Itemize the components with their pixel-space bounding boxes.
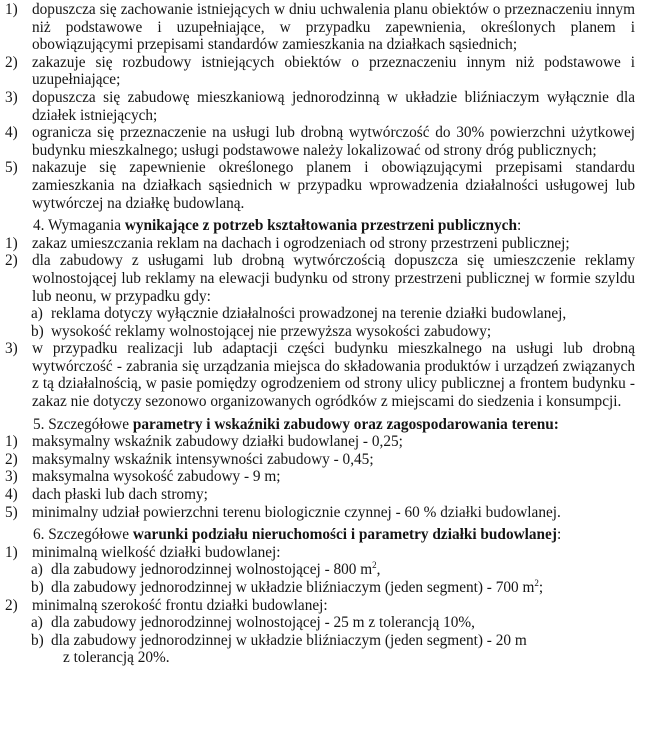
item-text: minimalny udział powierzchni terenu biologicznie czynnej - 60 % działki budowlanej. [32,503,561,521]
section-5-heading: 5. Szczegółowe parametry i wskaźniki zabudowy oraz zagospodarowania terenu: [33,415,559,433]
list-item-4-1 [5,235,635,253]
item-text: dopuszcza się zabudowę mieszkaniową jednorodzinną w układzie bliźniaczym wyłącznie dla działek istniejących; [32,88,635,124]
section-4-heading: 4. Wymagania wynikające z potrzeb kształtowania przestrzeni publicznych: [33,217,522,235]
list-item-3-5 [5,159,635,212]
sub-item-6-2-b [5,632,635,650]
item-text: maksymalna wysokość zabudowy - 9 m; [32,468,281,486]
item-number: 3) [5,468,18,486]
item-number: 1) [5,543,18,561]
item-text: zakaz umieszczania reklam na dachach i ogrodzeniach od strony przestrzeni publicznej; [32,234,570,252]
list-item-5-4 [5,486,635,504]
list-item-3-1 [5,1,635,54]
list-item-6-1 [5,544,635,562]
item-number: 5) [5,159,18,177]
item-number: 3) [5,340,18,358]
list-item-5-1 [5,433,635,451]
sub-item-4-2-a [5,305,635,323]
item-number: 1) [5,433,18,451]
item-number: 1) [5,1,18,18]
list-item-4-2 [5,252,635,305]
item-text: reklama dotyczy wyłącznie działalności prowadzonej na terenie działki budowlanej, [51,305,567,323]
item-text: dla zabudowy jednorodzinnej w układzie bliźniaczym (jeden segment) - 700 $m^2$; [51,577,544,596]
item-text: wysokość reklamy wolnostojącej nie przewyższa wysokości zabudowy; [51,322,492,340]
sub-item-6-2-a [5,614,635,632]
item-text: dla zabudowy z usługami lub drobną wytwórczością dopuszcza się umieszczenie reklamy wolnostojącej lub reklamy na elewacji budynku od strony przestrzeni publicznej w formie szyldu lub neonu, w przypadku gdy: [32,252,635,305]
item-text: zakazuje się rozbudowy istniejących obiektów o przeznaczeniu innym niż podstawowe i uzupełniające; [32,53,635,89]
item-number: b) [31,322,44,340]
item-text: dla zabudowy jednorodzinnej wolnostojącej - 800 $m^2$, [51,560,381,579]
item-text: dach płaski lub dach stromy; [32,486,208,504]
item-text: dopuszcza się zachowanie istniejących w dniu uchwalenia planu obiektów o przeznaczeniu innym niż podstawowe i uzupełniające, w przypadku zapewnienia, określonych planem i obowiązującymi przepisami standardów zamieszkania na działkach sąsiednich; [32,1,635,54]
item-number: b) [31,579,44,596]
item-text: maksymalny wskaźnik zabudowy działki budowlanej - 0,25; [32,433,403,451]
item-number: 1) [5,234,18,252]
list-item-3-4 [5,124,635,159]
item-number: a) [31,614,43,632]
sub-item-6-2-b-continuation: z tolerancją 20%. [63,649,170,667]
item-number: 4) [5,124,18,142]
list-item-4-3 [5,340,635,410]
sub-item-4-2-b [5,323,635,341]
item-number: b) [31,631,44,649]
list-item-3-3 [5,89,635,124]
item-text: w przypadku realizacji lub adaptacji części budynku mieszkalnego na usługi lub drobną wytwórczość - zabrania się urządzania miejsca do składowania produktów i urządzeń związanych z tą działalnością, w pasie pomiędzy ogrodzeniem od strony ulicy publicznej a frontem budynku - zakaz nie dotyczy sezonowo organizowanych ogródków z miejscami do siedzenia i konsumpcji. [32,340,635,411]
item-number: a) [31,561,43,579]
item-number: a) [31,305,43,323]
sub-item-6-1-b [5,579,635,597]
item-text: maksymalny wskaźnik intensywności zabudowy - 0,45; [32,450,374,468]
item-text: dla zabudowy jednorodzinnej wolnostojącej - 25 m z tolerancją 10%, [51,614,475,632]
section-6-heading: 6. Szczegółowe warunki podziału nieruchomości i parametry działki budowlanej: [33,526,562,544]
list-item-5-3 [5,468,635,486]
item-number: 2) [5,53,18,71]
sub-item-6-1-a [5,561,635,579]
item-number: 4) [5,486,18,504]
item-text: nakazuje się zapewnienie określonego planem i obowiązującymi przepisami standardu zamieszkania na działkach sąsiednich w przypadku wprowadzenia działalności usługowej lub wytwórczej na działkę budowlaną. [32,159,635,212]
item-text: ogranicza się przeznaczenie na usługi lub drobną wytwórczość do 30% powierzchni użytkowej budynku mieszkalnego; usługi podstawowe należy lokalizować od strony dróg publicznych; [32,124,635,159]
item-number: 2) [5,252,18,270]
list-item-5-5 [5,504,635,522]
list-item-6-2 [5,597,635,615]
list-item-5-2 [5,451,635,469]
item-text: minimalną szerokość frontu działki budowlanej: [32,596,328,614]
list-item-3-2 [5,54,635,89]
item-number: 5) [5,503,18,521]
item-text: dla zabudowy jednorodzinnej w układzie bliźniaczym (jeden segment) - 20 m [51,631,527,649]
item-number: 2) [5,596,18,614]
item-text: minimalną wielkość działki budowlanej: [32,543,281,561]
item-number: 2) [5,450,18,468]
item-number: 3) [5,88,18,106]
